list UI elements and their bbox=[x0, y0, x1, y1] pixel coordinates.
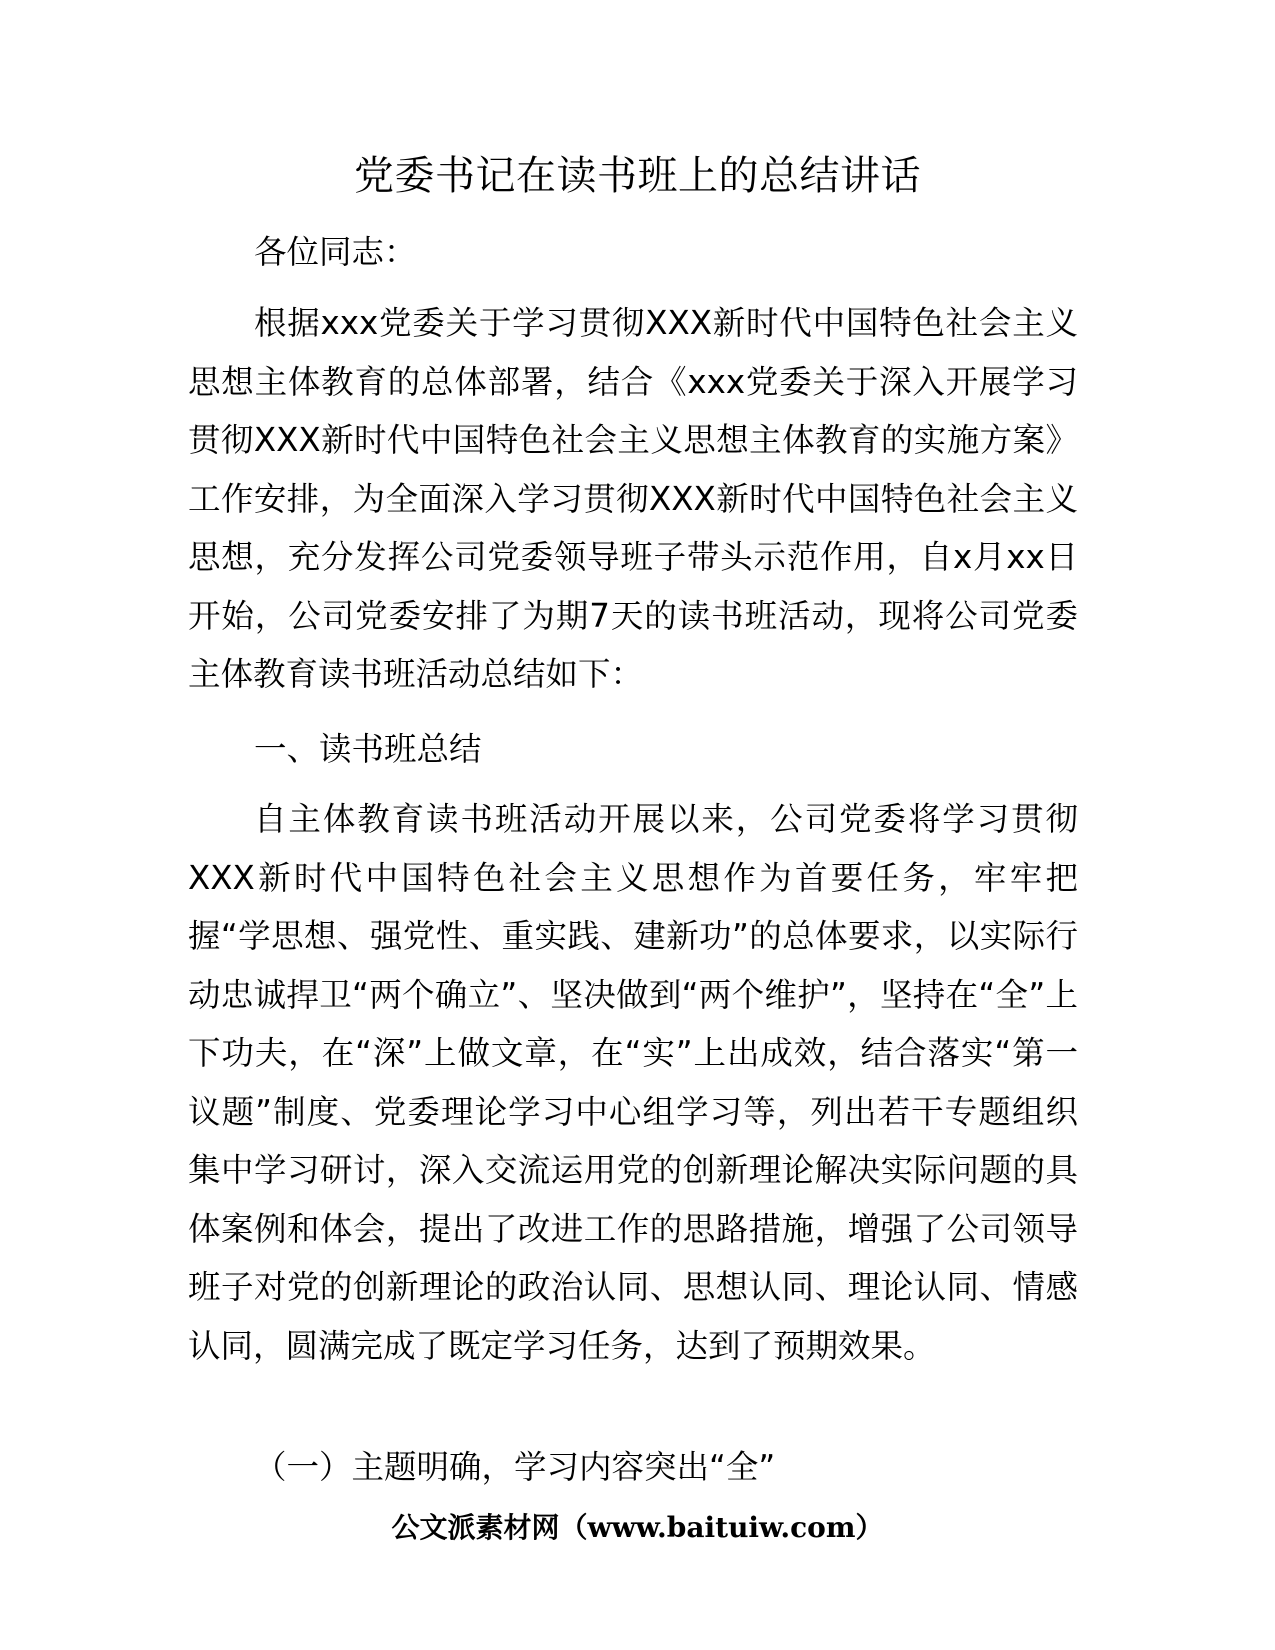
document-title: 党委书记在读书班上的总结讲话 bbox=[354, 153, 921, 199]
section-heading-1: 一、读书班总结 bbox=[254, 730, 482, 768]
intro-paragraph: 根据xxx党委关于学习贯彻XXX新时代中国特色社会主义思想主体教育的总体部署，结合《xxx党委关于深入开展学习贯彻XXX新时代中国特色社会主义思想主体教育的实施方案》工作安排，为全面深入学习贯彻XXX新时代中国特色社会主义思想，充分发挥公司党委领导班子带头示范作用，自x月xx日开始，公司党委安排了为期7天的读书班活动，现将公司党委主体教育读书班活动总结如下： bbox=[188, 304, 1078, 693]
subsection-heading-1: （一）主题明确，学习内容突出“全” bbox=[254, 1448, 776, 1486]
salutation: 各位同志： bbox=[254, 233, 417, 271]
footer-watermark: 公文派素材网（www.baituiw.com） bbox=[391, 1511, 884, 1544]
summary-paragraph: 自主体教育读书班活动开展以来，公司党委将学习贯彻XXX新时代中国特色社会主义思想作为首要任务，牢牢把握“学思想、强党性、重实践、建新功”的总体要求，以实际行动忠诚捍卫“两个确立”、坚决做到“两个维护”，坚持在“全”上下功夫，在“深”上做文章，在“实”上出成效，结合落实“第一议题”制度、党委理论学习中心组学习等，列出若干专题组织集中学习研讨，深入交流运用党的创新理论解决实际问题的具体案例和体会，提出了改进工作的思路措施，增强了公司领导班子对党的创新理论的政治认同、思想认同、理论认同、情感认同，圆满完成了既定学习任务，达到了预期效果。 bbox=[188, 800, 1078, 1365]
